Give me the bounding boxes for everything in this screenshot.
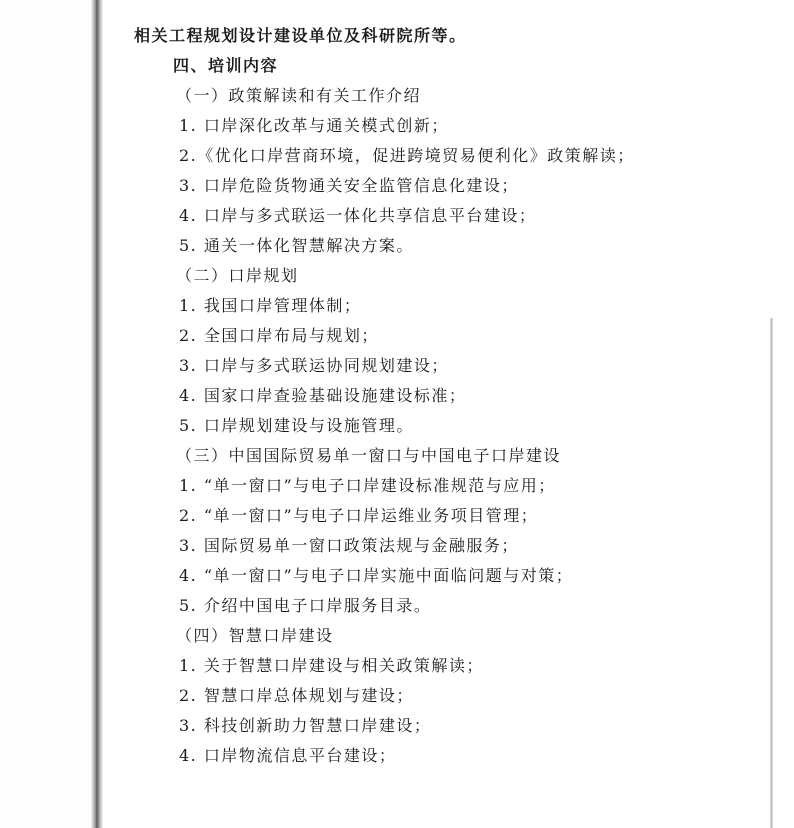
subsection-heading: （一）政策解读和有关工作介绍 xyxy=(176,86,422,105)
list-item: 4. “单一窗口”与电子口岸实施中面临问题与对策； xyxy=(179,566,574,585)
list-item: 4. 口岸与多式联运一体化共享信息平台建设； xyxy=(179,206,537,225)
text-line: 相关工程规划设计建设单位及科研院所等。 xyxy=(134,26,467,45)
list-item: 2.《优化口岸营商环境，促进跨境贸易便利化》政策解读； xyxy=(179,146,635,165)
list-item: 5. 介绍中国电子口岸服务目录。 xyxy=(179,596,432,615)
list-item: 5. 通关一体化智慧解决方案。 xyxy=(179,236,414,255)
list-item: 3. 国际贸易单一窗口政策法规与金融服务； xyxy=(179,536,519,555)
list-item: 1. “单一窗口”与电子口岸建设标准规范与应用； xyxy=(179,476,556,495)
list-item: 2. “单一窗口”与电子口岸运维业务项目管理； xyxy=(179,506,539,525)
subsection-heading: （二）口岸规划 xyxy=(176,266,299,285)
list-item: 4. 国家口岸查验基础设施建设标准； xyxy=(179,386,467,405)
section-heading: 四、培训内容 xyxy=(173,56,279,75)
list-item: 5. 口岸规划建设与设施管理。 xyxy=(179,416,414,435)
list-item: 1. 我国口岸管理体制； xyxy=(179,296,362,315)
list-item: 3. 口岸危险货物通关安全监管信息化建设； xyxy=(179,176,519,195)
list-item: 3. 口岸与多式联运协同规划建设； xyxy=(179,356,449,375)
list-item: 4. 口岸物流信息平台建设； xyxy=(179,746,397,765)
subsection-heading: （三）中国国际贸易单一窗口与中国电子口岸建设 xyxy=(176,446,562,465)
list-item: 1. 口岸深化改革与通关模式创新； xyxy=(179,116,449,135)
list-item: 3. 科技创新助力智慧口岸建设； xyxy=(179,716,432,735)
list-item: 1. 关于智慧口岸建设与相关政策解读； xyxy=(179,656,484,675)
list-item: 2. 智慧口岸总体规划与建设； xyxy=(179,686,414,705)
subsection-heading: （四）智慧口岸建设 xyxy=(176,626,334,645)
list-item: 2. 全国口岸布局与规划； xyxy=(179,326,379,345)
